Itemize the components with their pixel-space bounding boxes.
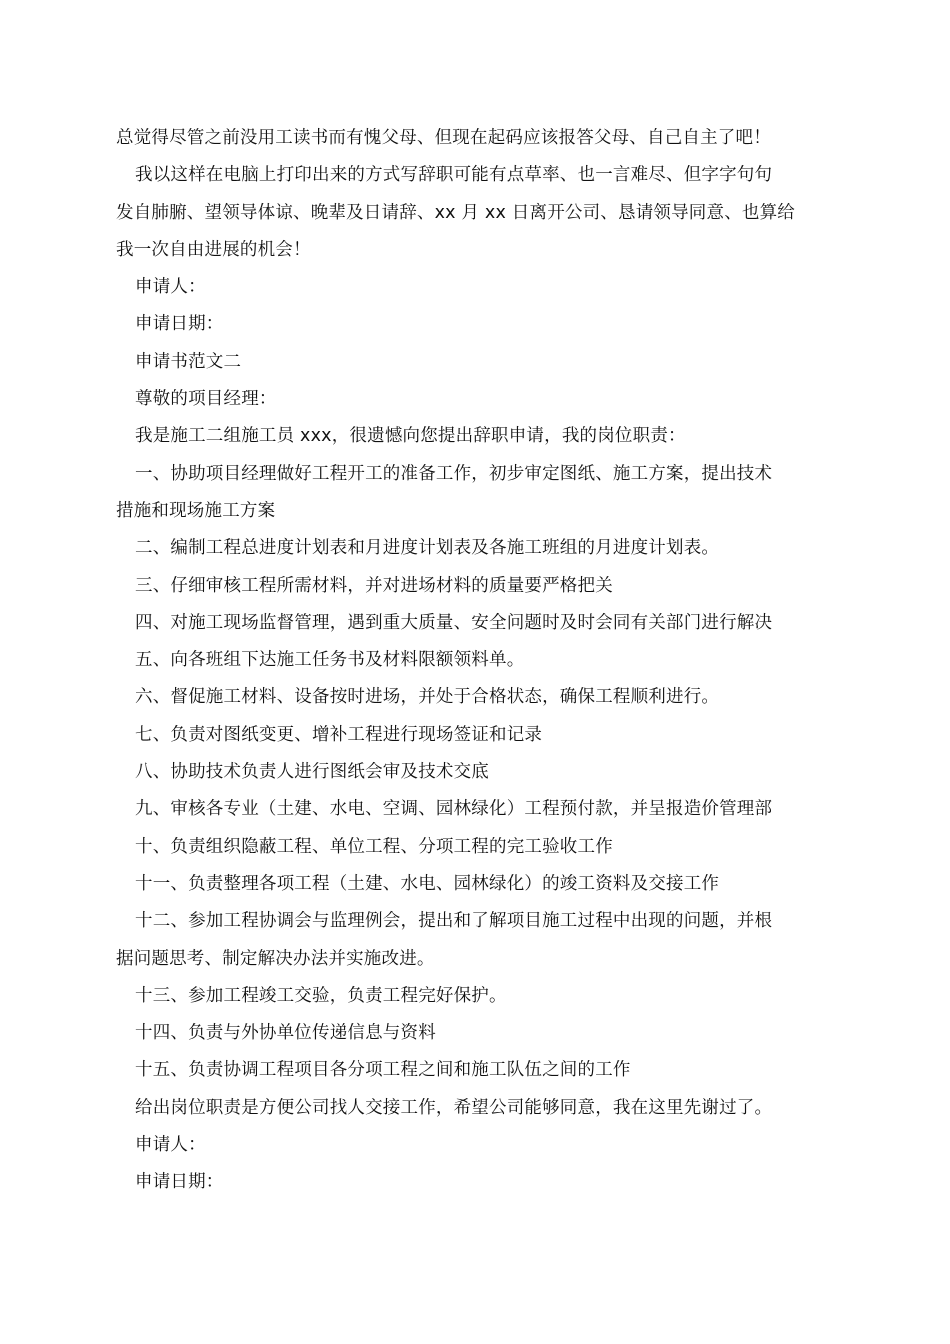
paragraph-line: 我是施工二组施工员 xxx，很遗憾向您提出辞职申请，我的岗位职责： xyxy=(135,426,686,447)
duty-item: 一、协助项目经理做好工程开工的准备工作，初步审定图纸、施工方案，提出技术 xyxy=(135,463,773,484)
paragraph-line: 我以这样在电脑上打印出来的方式写辞职可能有点草率、也一言难尽、但字字句句 xyxy=(135,165,773,186)
duty-item: 九、审核各专业（土建、水电、空调、园林绿化）工程预付款，并呈报造价管理部 xyxy=(135,799,773,820)
application-date-label: 申请日期： xyxy=(135,314,224,335)
duty-item: 四、对施工现场监督管理，遇到重大质量、安全问题时及时会同有关部门进行解决 xyxy=(135,612,773,633)
section-heading: 申请书范文二 xyxy=(135,351,242,372)
closing-paragraph: 给出岗位职责是方便公司找人交接工作，希望公司能够同意，我在这里先谢过了。 xyxy=(135,1097,773,1118)
duty-item: 十五、负责协调工程项目各分项工程之间和施工队伍之间的工作 xyxy=(135,1060,631,1081)
duty-item: 十二、参加工程协调会与监理例会，提出和了解项目施工过程中出现的问题，并根 xyxy=(135,911,773,932)
duty-item: 二、编制工程总进度计划表和月进度计划表及各施工班组的月进度计划表。 xyxy=(135,538,720,559)
duty-item-continuation: 措施和现场施工方案 xyxy=(116,500,276,521)
duty-item: 六、督促施工材料、设备按时进场，并处于合格状态，确保工程顺利进行。 xyxy=(135,687,720,708)
paragraph-line: 总觉得尽管之前没用工读书而有愧父母、但现在起码应该报答父母、自己自主了吧！ xyxy=(116,128,771,148)
duty-item: 五、向各班组下达施工任务书及材料限额领料单。 xyxy=(135,650,525,671)
duty-item: 十一、负责整理各项工程（土建、水电、园林绿化）的竣工资料及交接工作 xyxy=(135,873,720,894)
salutation: 尊敬的项目经理： xyxy=(135,389,277,410)
document-body xyxy=(116,120,836,1202)
applicant-label: 申请人： xyxy=(135,1135,206,1156)
paragraph-line: 发自肺腑、望领导体谅、晚辈及日请辞、xx 月 xx 日离开公司、恳请领导同意、也算给 xyxy=(116,202,796,223)
duty-item: 七、负责对图纸变更、增补工程进行现场签证和记录 xyxy=(135,724,543,745)
paragraph-line: 我一次自由进展的机会！ xyxy=(116,239,311,260)
application-date-label: 申请日期： xyxy=(135,1172,224,1193)
applicant-label: 申请人： xyxy=(135,277,206,298)
duty-item: 十三、参加工程竣工交验，负责工程完好保护。 xyxy=(135,985,507,1006)
duty-item: 八、协助技术负责人进行图纸会审及技术交底 xyxy=(135,762,489,783)
duty-item-continuation: 据问题思考、制定解决办法并实施改进。 xyxy=(116,948,435,969)
duty-item: 十四、负责与外协单位传递信息与资料 xyxy=(135,1023,436,1044)
duty-item: 十、负责组织隐蔽工程、单位工程、分项工程的完工验收工作 xyxy=(135,836,613,857)
duty-item: 三、仔细审核工程所需材料，并对进场材料的质量要严格把关 xyxy=(135,575,613,596)
